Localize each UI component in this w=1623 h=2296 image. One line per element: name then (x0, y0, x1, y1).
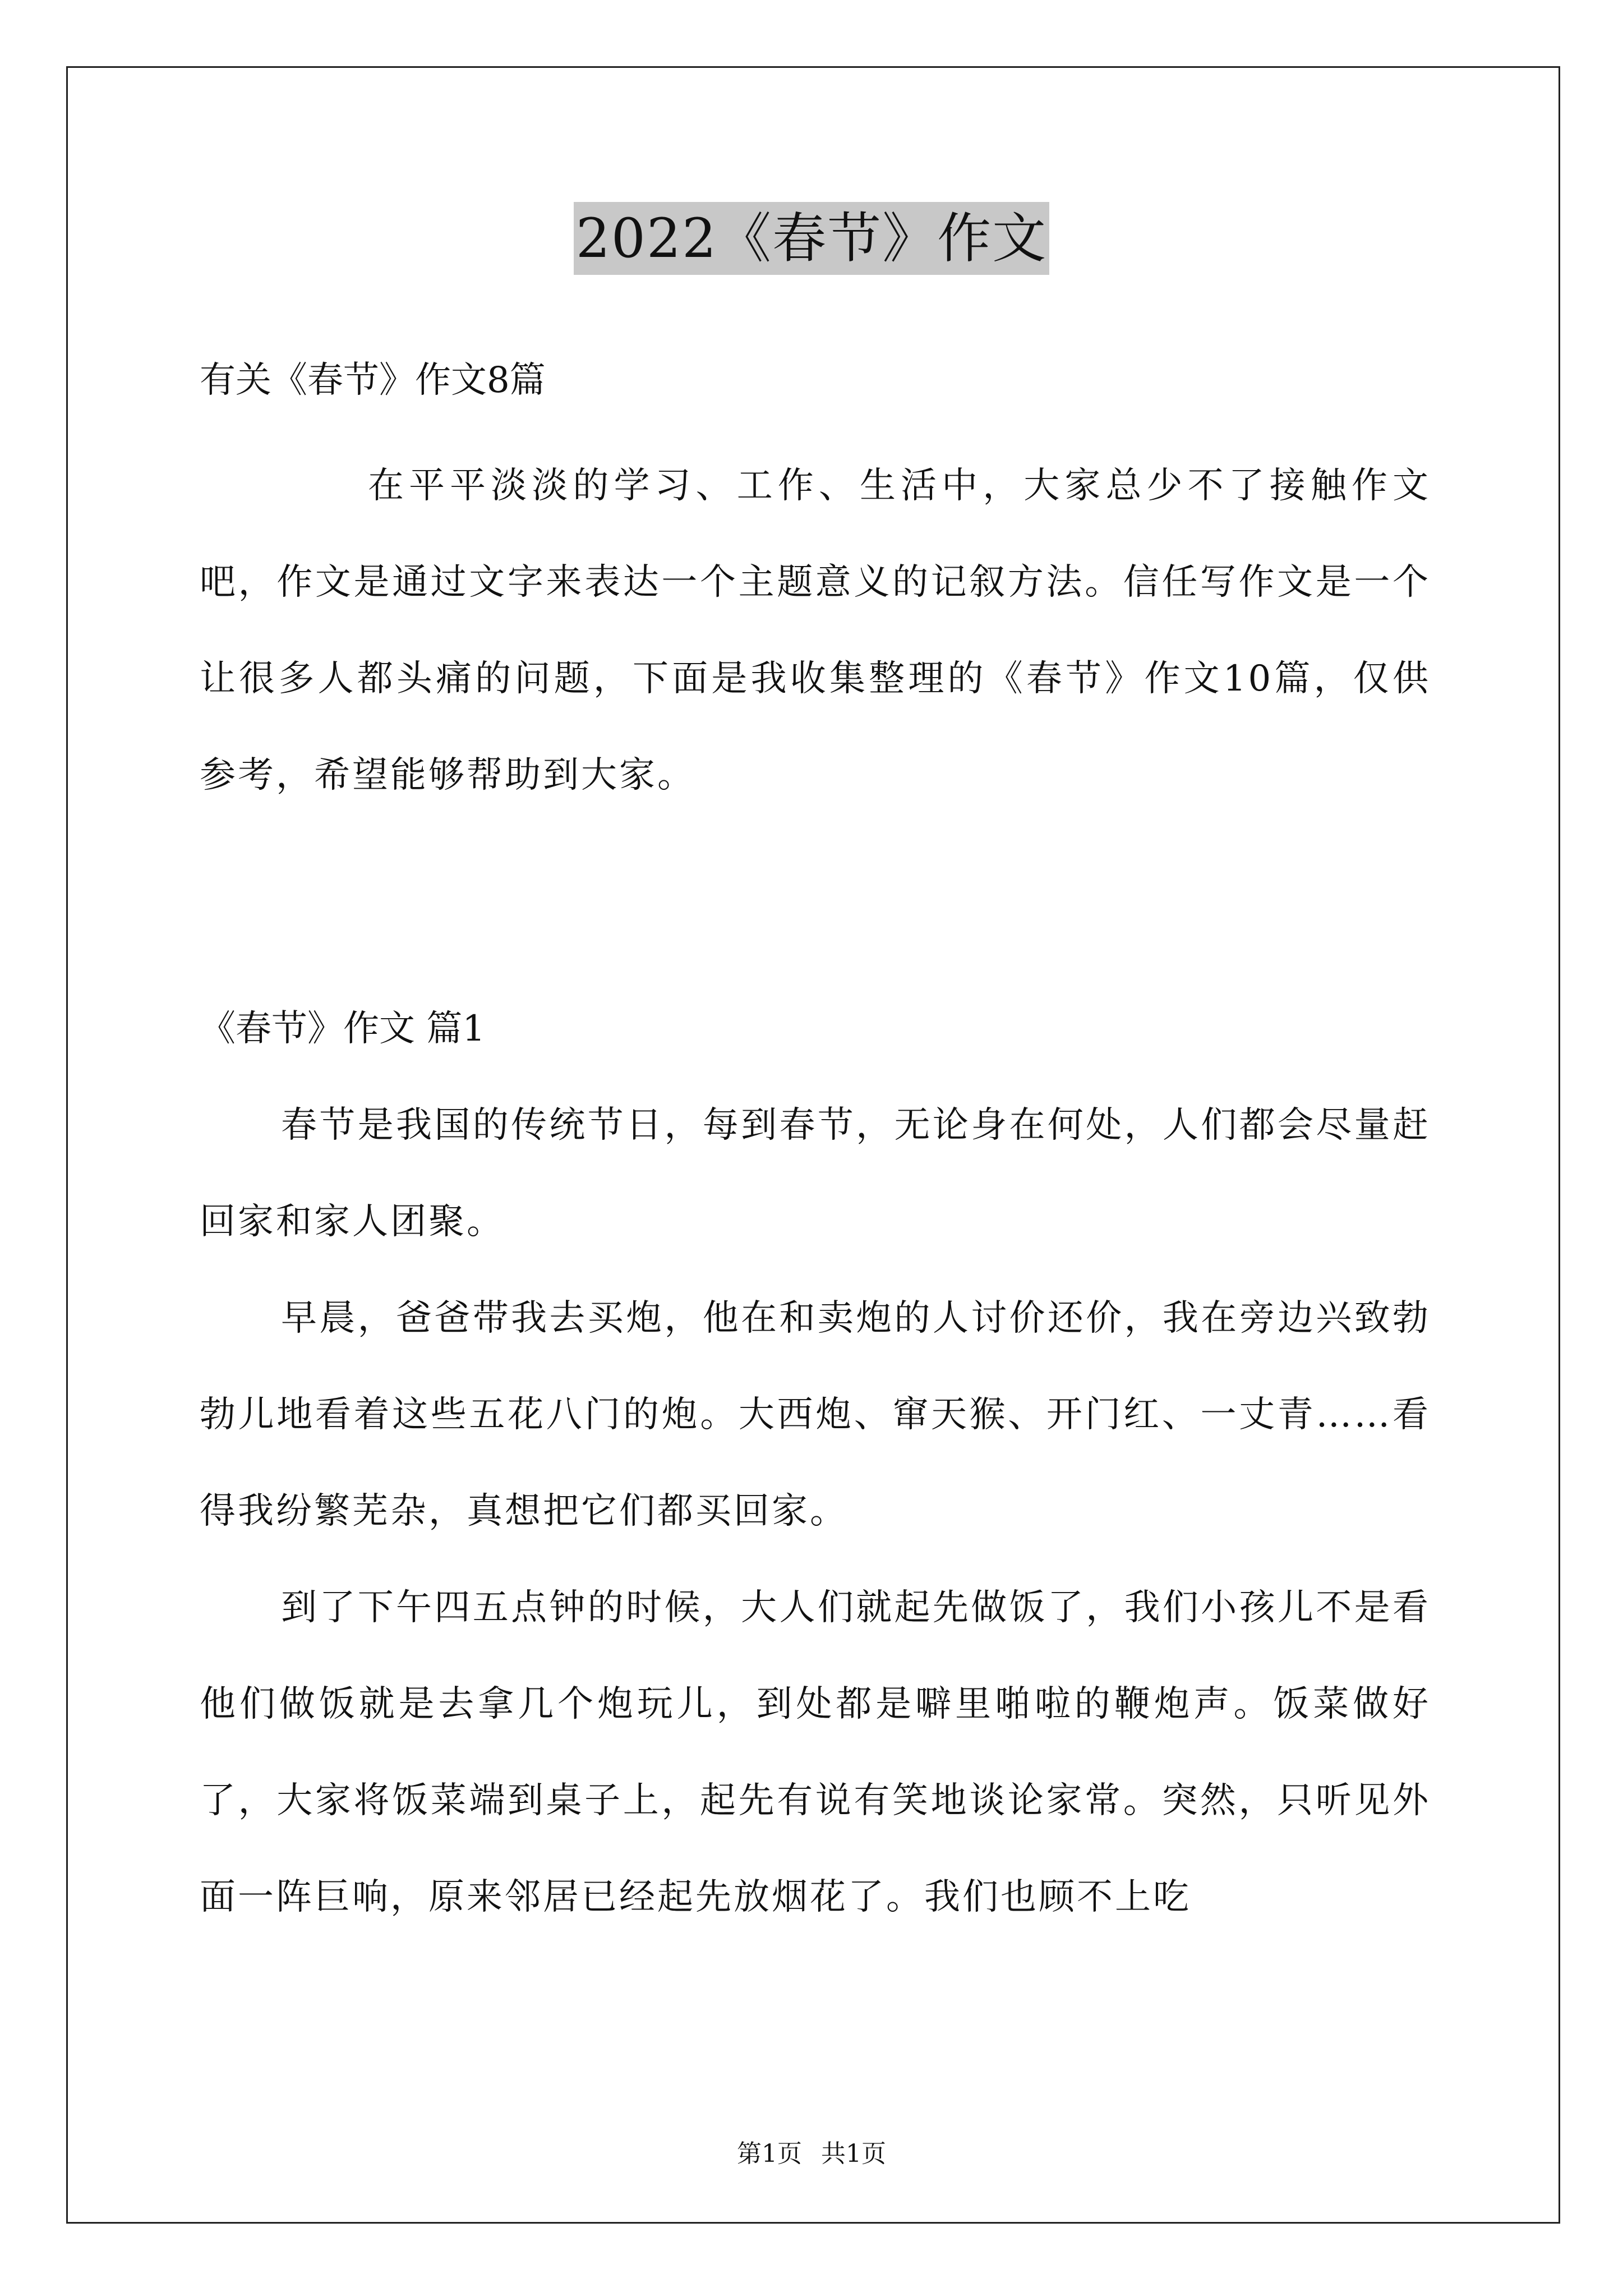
page-footer (0, 2137, 1623, 2171)
intro-paragraph: 在平平淡淡的学习、工作、生活中，大家总少不了接触作文吧，作文是通过文字来表达一个主题意义的记叙方法。信任写作文是一个让很多人都头痛的问题，下面是我收集整理的《春节》作文10篇，仅供参考，希望能够帮助到大家。 (200, 465, 1431, 796)
section-heading: 《春节》作文 篇1 (200, 1008, 486, 1050)
paragraph-1: 春节是我国的传统节日，每到春节，无论身在何处，人们都会尽量赶回家和家人团聚。 (200, 1105, 1431, 1243)
paragraph-2: 早晨，爸爸带我去买炮，他在和卖炮的人讨价还价，我在旁边兴致勃勃儿地看着这些五花八门的炮。大西炮、窜天猴、开门红、一丈青……看得我纷繁芜杂，真想把它们都买回家。 (200, 1297, 1431, 1532)
document-title-text: 2022《春节》作文 (574, 202, 1049, 275)
document-title (0, 202, 1623, 275)
page-total: 共1页 (821, 2139, 886, 2168)
page-number: 第1页 (737, 2139, 802, 2168)
document-subtitle: 有关《春节》作文8篇 (200, 360, 546, 401)
paragraph-3: 到了下午四五点钟的时候，大人们就起先做饭了，我们小孩儿不是看他们做饭就是去拿几个炮玩儿，到处都是噼里啪啦的鞭炮声。饭菜做好了，大家将饭菜端到桌子上，起先有说有笑地谈论家常。突然，只听见外面一阵巨响，原来邻居已经起先放烟花了。我们也顾不上吃 (200, 1587, 1431, 1918)
